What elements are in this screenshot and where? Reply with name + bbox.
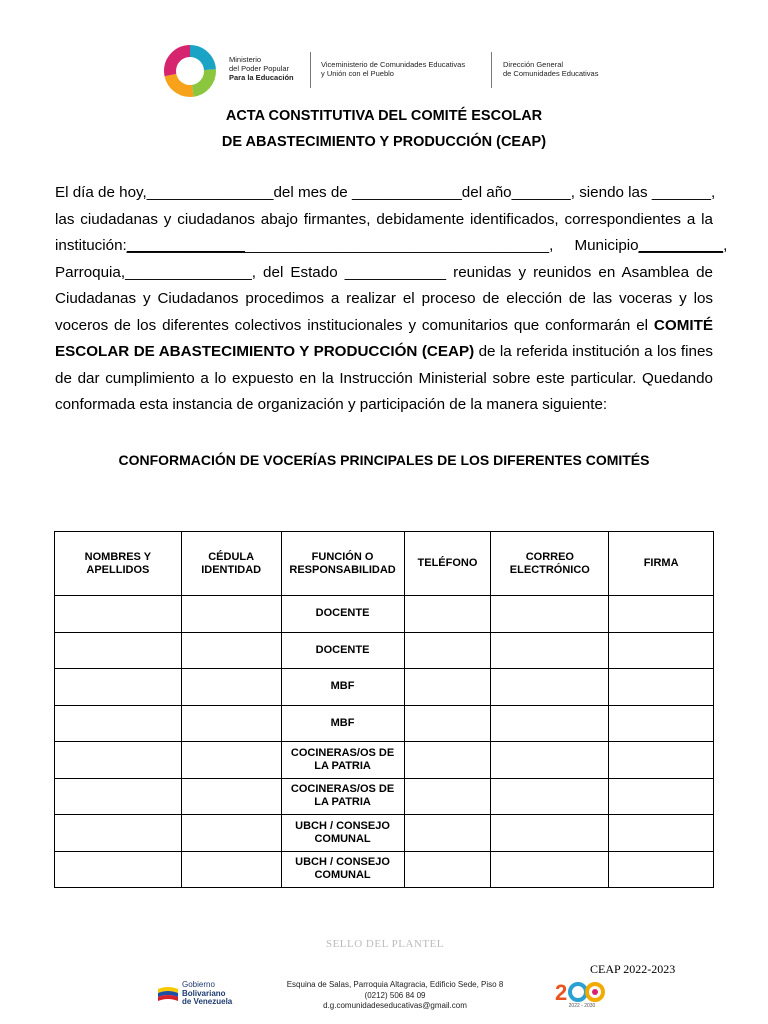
phone-cell[interactable] (404, 742, 491, 779)
role-cell: COCINERAS/OS DE LA PATRIA (281, 778, 404, 815)
phone-cell[interactable] (404, 815, 491, 852)
text-fragment: Municipio (574, 237, 639, 254)
table-row (55, 705, 714, 742)
date-month-blank: _____________ (351, 184, 462, 201)
gov-line-3: de Venezuela (182, 997, 233, 1006)
signature-cell[interactable] (609, 705, 714, 742)
id-cell[interactable] (181, 669, 281, 706)
paragraph-line (55, 233, 728, 260)
text-fragment: , siendo las (570, 184, 648, 201)
email-cell[interactable] (491, 632, 609, 669)
text-fragment: del año (461, 184, 512, 201)
role-cell: UBCH / CONSEJO COMUNAL (281, 815, 404, 852)
name-cell[interactable] (55, 851, 182, 888)
time-blank: _______, (651, 184, 716, 201)
email-cell[interactable] (491, 815, 609, 852)
direction-name (503, 60, 598, 78)
name-cell[interactable] (55, 815, 182, 852)
paragraph-line: de dar cumplimiento a lo expuesto en la Instrucción Ministerial sobre este particular. Quedando (55, 369, 713, 387)
email-cell[interactable] (491, 669, 609, 706)
header-phone: TELÉFONO (404, 532, 491, 596)
ministry-line-1: Ministerio (229, 55, 262, 64)
paragraph-line: Ciudadanas y Ciudadanos procedimos a realizar el proceso de elección de las voceras y los (55, 290, 713, 307)
institution-blank: ______________ (126, 237, 246, 254)
email-cell[interactable] (491, 851, 609, 888)
header-email: CORREO ELECTRÓNICO (491, 532, 609, 596)
name-cell[interactable] (55, 596, 182, 633)
viceministry-line-1: Viceministerio de Comunidades Educativas (321, 60, 466, 69)
table-row (55, 742, 714, 779)
id-cell[interactable] (181, 815, 281, 852)
role-cell: UBCH / CONSEJO COMUNAL (281, 851, 404, 888)
paragraph-line (55, 260, 713, 287)
table-row (55, 815, 714, 852)
act-paragraph (55, 180, 728, 419)
name-cell[interactable] (55, 632, 182, 669)
signature-cell[interactable] (609, 742, 714, 779)
header-names: NOMBRES Y APELLIDOS (55, 532, 182, 596)
email-cell[interactable] (491, 705, 609, 742)
paragraph-line: las ciudadanas y ciudadanos abajo firmantes, debidamente identificados, correspondientes a la (55, 210, 713, 228)
text-fragment: El día de hoy, (55, 184, 147, 201)
section-subtitle: CONFORMACIÓN DE VOCERÍAS PRINCIPALES DE LOS DIFERENTES COMITÉS (118, 452, 650, 468)
header-divider-2 (491, 52, 492, 88)
email-line: d.g.comunidadeseducativas@gmail.com (323, 1001, 467, 1010)
phone-line: (0212) 506 84 09 (364, 990, 426, 1000)
text-fragment: reunidas y reunidos en Asamblea de (453, 263, 713, 281)
phone-cell[interactable] (404, 851, 491, 888)
date-day-blank: _______________ (146, 184, 274, 201)
text-fragment: voceros de los diferentes colectivos institucionales y comunitarios que conformarán el (55, 316, 649, 334)
signature-cell[interactable] (609, 778, 714, 815)
text-fragment: , (549, 237, 554, 254)
paragraph-line (55, 313, 713, 340)
header-role: FUNCIÓN O RESPONSABILIDAD (281, 532, 404, 596)
phone-cell[interactable] (404, 669, 491, 706)
header-divider-1 (310, 52, 311, 88)
office-address (270, 980, 520, 1012)
voceros-table (54, 531, 714, 888)
table-row (55, 778, 714, 815)
ceap-period: CEAP 2022-2023 (590, 962, 676, 976)
document-title-line-1: ACTA CONSTITUTIVA DEL COMITÉ ESCOLAR (225, 108, 543, 124)
role-cell: MBF (281, 705, 404, 742)
role-cell: COCINERAS/OS DE LA PATRIA (281, 742, 404, 779)
parish-blank: _______________ (125, 263, 252, 281)
id-cell[interactable] (181, 778, 281, 815)
email-cell[interactable] (491, 778, 609, 815)
text-fragment: institución: (55, 237, 127, 254)
paragraph-line: conformada esta instancia de organización y participación de la manera siguiente: (55, 396, 608, 413)
signature-cell[interactable] (609, 815, 714, 852)
table-row (55, 596, 714, 633)
text-fragment: , (723, 237, 728, 254)
header-id: CÉDULA IDENTIDAD (181, 532, 281, 596)
gov-line-2: Bolivariano (182, 988, 226, 998)
ceap-seal-logo (553, 978, 609, 1010)
signature-cell[interactable] (609, 632, 714, 669)
email-cell[interactable] (491, 742, 609, 779)
table-header-row (55, 532, 714, 596)
bold-fragment: ESCOLAR DE ABASTECIMIENTO Y PRODUCCIÓN (CEAP) (55, 343, 475, 360)
ministry-name (229, 55, 294, 82)
bold-fragment: COMITÉ (653, 316, 713, 334)
signature-cell[interactable] (609, 669, 714, 706)
municipality-blank: __________ (638, 237, 724, 254)
id-cell[interactable] (181, 705, 281, 742)
direction-line-2: de Comunidades Educativas (503, 69, 599, 78)
name-cell[interactable] (55, 669, 182, 706)
government-logo-text (182, 981, 232, 1007)
table-row (55, 632, 714, 669)
text-fragment: Parroquia, (55, 263, 126, 281)
name-cell[interactable] (55, 705, 182, 742)
table-row (55, 669, 714, 706)
viceministry-name (321, 60, 465, 78)
viceministry-line-2: y Unión con el Pueblo (321, 69, 394, 78)
table-row (55, 851, 714, 888)
phone-cell[interactable] (404, 705, 491, 742)
header-signature: FIRMA (609, 532, 714, 596)
state-blank: ____________ (344, 263, 447, 281)
svg-text:2: 2 (555, 980, 568, 1005)
document-title-line-2: DE ABASTECIMIENTO Y PRODUCCIÓN (CEAP) (221, 134, 547, 150)
text-fragment: de la referida institución a los fines (478, 343, 713, 360)
role-cell: DOCENTE (281, 632, 404, 669)
direction-line-1: Dirección General (503, 60, 564, 69)
phone-cell[interactable] (404, 596, 491, 633)
text-fragment: , del Estado (251, 263, 338, 281)
seal-years: 2022 - 2030 (568, 1003, 596, 1009)
ministry-line-3: Para la Educación (229, 73, 294, 82)
ministry-logo (163, 44, 217, 98)
text-fragment: del mes de (273, 184, 348, 201)
id-cell[interactable] (181, 851, 281, 888)
ministry-line-2: del Poder Popular (229, 64, 290, 73)
venezuela-flag-icon (156, 983, 180, 1007)
name-cell[interactable] (55, 778, 182, 815)
paragraph-line (55, 339, 713, 366)
school-seal-label: SELLO DEL PLANTEL (325, 938, 445, 950)
signature-cell[interactable] (609, 596, 714, 633)
id-cell[interactable] (181, 632, 281, 669)
address-line: Esquina de Salas, Parroquia Altagracia, Edificio Sede, Piso 8 (286, 980, 504, 989)
phone-cell[interactable] (404, 778, 491, 815)
gov-line-1: Gobierno (182, 980, 215, 989)
role-cell: DOCENTE (281, 596, 404, 633)
id-cell[interactable] (181, 742, 281, 779)
email-cell[interactable] (491, 596, 609, 633)
date-year-blank: _______ (511, 184, 571, 201)
signature-cell[interactable] (609, 851, 714, 888)
phone-cell[interactable] (404, 632, 491, 669)
institution-blank-continued: ____________________________________ (245, 237, 550, 254)
role-cell: MBF (281, 669, 404, 706)
id-cell[interactable] (181, 596, 281, 633)
paragraph-line (55, 180, 716, 207)
name-cell[interactable] (55, 742, 182, 779)
